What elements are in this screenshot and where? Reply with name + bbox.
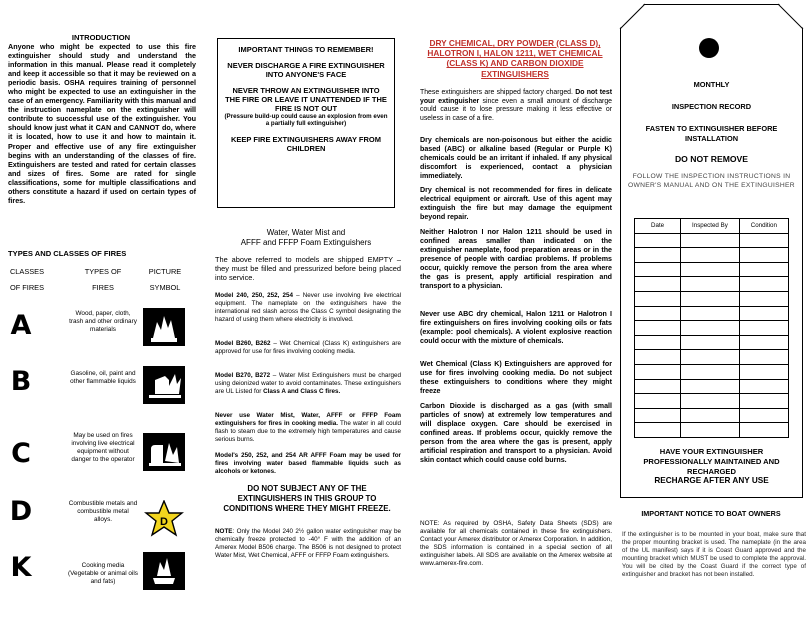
- record-cell[interactable]: [681, 291, 740, 306]
- record-cell[interactable]: [739, 306, 788, 321]
- record-cell[interactable]: [739, 394, 788, 409]
- ar-afff-text: Model's 250, 252, and 254 AR AFFF Foam may be used for fires involving water based flammable liquids such as alcohols or ketones.: [215, 452, 401, 475]
- record-cell[interactable]: [635, 394, 681, 409]
- dry-intro: [420, 89, 612, 123]
- warning-pressure-note: (Pressure build-up could cause an explosion from even a partially full extinguisher): [224, 113, 388, 128]
- table-row: [635, 277, 789, 292]
- table-row: [635, 379, 789, 394]
- record-cell[interactable]: [681, 364, 740, 379]
- water-intro: The above referred to models are shipped EMPTY – they must be filled and pressurized before being placed into service.: [215, 255, 401, 282]
- intro-body: Anyone who might be expected to use this fire extinguisher should study and understand the information in this manual. Please read it completely and keep it accessible so that it may be reviewed on a periodic basis. OSHA requires training of personnel who might be expected to use an extinguisher in the case of an emergency. Familiarity with this manual and the instruction nameplate on the extinguisher will contribute to successful use of the extinguisher. You should know just what it CAN and CANNOT do, where it is located, how to use it and how to maintain it. Proper and effective use of any fire extinguisher begins with an understanding of the classes of fire. Extinguishers are tested and rated for certain classes and sizes of fires. Some are rated for single classifications, some for multiple classifications and others constitute a hazard if used on certain types of fires.: [8, 42, 196, 205]
- water-model-b270-paragraph: [215, 372, 401, 396]
- table-row: [635, 335, 789, 350]
- water-model-b260-paragraph: [215, 340, 401, 356]
- tag-monthly: MONTHLY: [693, 80, 730, 89]
- record-cell[interactable]: [635, 277, 681, 292]
- fire-class-letter: B: [10, 366, 32, 397]
- record-cell[interactable]: [739, 248, 788, 263]
- cooking-warning-text: The water in all could flash to steam due to the extremely high temperatures and cause serious burns.: [215, 419, 401, 443]
- fire-class-row-k: [0, 552, 200, 602]
- water-note-text: : Only the Model 240 2½ gallon water extinguisher may be chemically freeze protected to -40° F with the addition of an Amerex Model B506 charge. The B506 is not designed to protect Water Mist, Wet Chemical, AFFF or FFFP Foam extinguishers.: [215, 528, 401, 559]
- record-cell[interactable]: [635, 233, 681, 248]
- important-warnings-box: [217, 38, 395, 208]
- record-cell[interactable]: [635, 248, 681, 263]
- sds-note: NOTE: As required by OSHA, Safety Data Sheets (SDS) are available for all chemicals contained in these fire extinguishers. Contact your Amerex distributor or Amerex Corporation. In addition, the SDS information is contained in a special section of all extinguisher labels. All SDS are available on the Amerex website at www.amerex-fire.com.: [420, 520, 612, 567]
- fire-class-description: Combustible metals and combustible metal alloys.: [68, 500, 138, 523]
- table-row: [635, 291, 789, 306]
- fire-class-row-a: [0, 308, 200, 358]
- tag-hole: [699, 38, 719, 58]
- column-inspected-by: Inspected By: [681, 219, 740, 234]
- inspection-record-table: [634, 218, 789, 438]
- tag-do-not-remove: DO NOT REMOVE: [674, 154, 749, 164]
- record-cell[interactable]: [739, 423, 788, 438]
- dry-chemical-title: DRY CHEMICAL, DRY POWDER (CLASS D), HALOTRON I, HALON 1211, WET CHEMICAL (CLASS K) AND CARBON DIOXIDE EXTINGUISHERS: [427, 38, 603, 79]
- warnings-column: [205, 0, 405, 621]
- record-cell[interactable]: [739, 291, 788, 306]
- record-cell[interactable]: [635, 364, 681, 379]
- liquid-fire-icon: [143, 366, 185, 404]
- record-cell[interactable]: [739, 364, 788, 379]
- record-cell[interactable]: [681, 248, 740, 263]
- halotron-paragraph: Neither Halotron I nor Halon 1211 should be used in confined areas smaller than indicated on the extinguisher nameplate, food preparation areas or in the presence of people with cardiac problems. If problems occur, quickly remove the person from the area where the gas is present, apply artificial respiration and transport to a physician.: [420, 228, 612, 290]
- record-cell[interactable]: [681, 379, 740, 394]
- fire-class-row-c: [0, 428, 200, 478]
- record-cell[interactable]: [739, 233, 788, 248]
- fire-class-letter: C: [11, 438, 31, 469]
- table-header-row: [635, 219, 789, 234]
- table-row: [635, 423, 789, 438]
- tag-inspection-record: INSPECTION RECORD: [671, 102, 752, 111]
- warning-title: IMPORTANT THINGS TO REMEMBER!: [238, 45, 374, 54]
- fire-class-description: Gasoline, oil, paint and other flammable liquids: [70, 370, 136, 385]
- record-cell[interactable]: [681, 423, 740, 438]
- water-note-lead: NOTE: [215, 528, 233, 535]
- dry-chemical-irritant-paragraph: Dry chemicals are non-poisonous but either the acidic based (ABC) or alkaline based (Regular or Purple K) chemicals could be an irritant if inhaled. If any physical discomfort is experienced, contact a physician immediately.: [420, 136, 612, 180]
- tag-recharge: RECHARGE AFTER ANY USE: [654, 476, 769, 485]
- record-cell[interactable]: [681, 335, 740, 350]
- record-cell[interactable]: [681, 350, 740, 365]
- tag-follow-instructions: FOLLOW THE INSPECTION INSTRUCTIONS IN OWNER'S MANUAL AND ON THE EXTINGUISHER: [628, 173, 795, 189]
- fire-class-letter: K: [10, 552, 32, 583]
- record-cell[interactable]: [635, 306, 681, 321]
- record-cell[interactable]: [681, 408, 740, 423]
- boat-notice-title: IMPORTANT NOTICE TO BOAT OWNERS: [641, 509, 781, 518]
- table-row: [635, 408, 789, 423]
- table-row: [635, 233, 789, 248]
- table-row: [635, 364, 789, 379]
- fire-class-row-d: [0, 494, 200, 544]
- record-cell[interactable]: [681, 321, 740, 336]
- intro-title: INTRODUCTION: [71, 33, 131, 42]
- header-types-of: TYPES OF: [84, 267, 122, 276]
- fire-class-description: May be used on fires involving live electrical equipment without danger to the operator: [71, 432, 135, 463]
- record-cell[interactable]: [681, 233, 740, 248]
- header-of-fires: OF FIRES: [9, 283, 45, 292]
- model-b270-lead: Model B270, B272: [215, 372, 271, 379]
- boat-notice-body: If the extinguisher is to be mounted in your boat, make sure that the proper mounting bracket is used. The nameplate (in the area of the UL manifest) says if it is Coast Guard approved and the mounting bracket which MUST be used to complete the approval. You will be cited by the Coast Guard if the correct type of extinguisher and bracket has not been installed.: [622, 531, 806, 578]
- table-row: [635, 394, 789, 409]
- star-d-letter: D: [160, 516, 168, 528]
- record-cell[interactable]: [681, 306, 740, 321]
- fire-class-description: Cooking media (Vegetable or animal oils and fats): [68, 562, 138, 585]
- dry-intro-b: Do not test your extinguisher: [420, 89, 612, 105]
- record-cell[interactable]: [739, 277, 788, 292]
- record-cell[interactable]: [739, 379, 788, 394]
- record-cell[interactable]: [635, 423, 681, 438]
- record-cell[interactable]: [739, 321, 788, 336]
- dry-intro-a: These extinguishers are shipped factory charged.: [420, 89, 576, 96]
- freeze-warning: DO NOT SUBJECT ANY OF THE EXTINGUISHERS IN THIS GROUP TO CONDITIONS WHERE THEY MIGHT FREEZE.: [223, 484, 391, 513]
- model-240-text: – Never use involving live electrical equipment. The nameplate on the extinguishers have the international red slash across the Class C symbol designating the hazard of using them where electricity is involved.: [215, 292, 401, 323]
- water-note: [215, 528, 401, 559]
- water-title-line-2: AFFF and FFFP Foam Extinguishers: [240, 238, 372, 247]
- header-symbol: SYMBOL: [149, 283, 181, 292]
- abc-cooking-paragraph: Never use ABC dry chemical, Halon 1211 or Halotron I fire extinguishers on fires involving cooking oils or fats (example: pool chemicals). A violent explosive reaction could occur with the mixture of chemicals.: [420, 310, 612, 345]
- header-fires: FIRES: [92, 283, 114, 292]
- warning-throw: NEVER THROW AN EXTINGUISHER INTO THE FIRE OR LEAVE IT UNATTENDED IF THE FIRE IS NOT OUT: [225, 86, 387, 113]
- record-cell[interactable]: [635, 379, 681, 394]
- carbon-dioxide-paragraph: Carbon Dioxide is discharged as a gas (with small particles of snow) at extremely low temperatures and will displace oxygen. Care should be exercised in confined areas. If problems occur, quickly remove the person from the area where the gas is present, apply artificial respiration and transport to a physician. Avoid skin contact which could cause cold burns.: [420, 402, 612, 464]
- table-row: [635, 306, 789, 321]
- table-row: [635, 248, 789, 263]
- tag-corner-cuts: [619, 3, 805, 33]
- model-b260-text: – Wet Chemical (Class K) extinguishers are approved for use for fires involving cooking media.: [215, 340, 402, 355]
- table-row: [635, 321, 789, 336]
- types-title: TYPES AND CLASSES OF FIRES: [8, 249, 127, 258]
- record-cell[interactable]: [635, 408, 681, 423]
- fire-class-letter: A: [10, 310, 32, 341]
- record-cell[interactable]: [739, 350, 788, 365]
- fire-class-letter: D: [9, 496, 33, 527]
- warning-children: KEEP FIRE EXTINGUISHERS AWAY FROM CHILDREN: [230, 134, 382, 153]
- record-cell[interactable]: [635, 291, 681, 306]
- water-ar-afff-paragraph: [215, 452, 401, 476]
- cooking-fire-icon: [143, 552, 185, 590]
- fire-class-row-b: [0, 366, 200, 416]
- record-cell[interactable]: [635, 350, 681, 365]
- water-cooking-paragraph: [215, 412, 401, 443]
- record-cell[interactable]: [635, 262, 681, 277]
- dry-chemical-column: [410, 0, 610, 621]
- record-cell[interactable]: [739, 408, 788, 423]
- model-b260-lead: Model B260, B262: [215, 340, 271, 347]
- header-picture: PICTURE: [148, 267, 182, 276]
- record-cell[interactable]: [635, 335, 681, 350]
- table-row: [635, 350, 789, 365]
- record-cell[interactable]: [681, 394, 740, 409]
- record-cell[interactable]: [739, 262, 788, 277]
- inspection-record-body: [635, 233, 789, 437]
- intro-column: [0, 0, 200, 621]
- water-section-title: [215, 228, 397, 248]
- inspection-tag-column: [614, 0, 808, 621]
- record-cell[interactable]: [681, 277, 740, 292]
- cooking-warning-lead: Never use Water Mist, Water, AFFF or FFFP Foam extinguishers for fires in cooking media.: [215, 412, 401, 427]
- star-d-symbol-icon: [143, 500, 185, 538]
- water-model-240-paragraph: [215, 292, 401, 323]
- model-b270-text: – Water Mist Extinguishers must be charged using deionized water to avoid contaminates. These extinguishers are UL Listed for: [215, 372, 401, 395]
- water-title-line-1: Water, Water Mist and: [266, 228, 346, 237]
- warning-face: NEVER DISCHARGE A FIRE EXTINGUISHER INTO ANYONE'S FACE: [227, 61, 385, 79]
- column-date: Date: [635, 219, 681, 234]
- record-cell[interactable]: [635, 321, 681, 336]
- electrical-fire-icon: [143, 433, 185, 471]
- table-row: [635, 262, 789, 277]
- model-b270-tail: Class A and Class C fires.: [263, 387, 341, 395]
- model-240-lead: Model 240, 250, 252, 254: [215, 292, 293, 299]
- wet-chemical-paragraph: Wet Chemical (Class K) Extinguishers are approved for use for fires involving cooking media. Do not subject these extinguishers to conditions where they might freeze: [420, 360, 612, 395]
- tag-fasten: FASTEN TO EXTINGUISHER BEFORE INSTALLATION: [645, 124, 778, 143]
- column-condition: Condition: [739, 219, 788, 234]
- fire-class-description: Wood, paper, cloth, trash and other ordinary materials: [69, 310, 137, 333]
- tag-maintained: HAVE YOUR EXTINGUISHER PROFESSIONALLY MAINTAINED AND RECHARGED: [643, 447, 780, 476]
- dry-intro-c: since even a small amount of discharge could cause it to lose pressure making it less effective or useless in case of a fire.: [420, 97, 612, 122]
- record-cell[interactable]: [739, 335, 788, 350]
- record-cell[interactable]: [681, 262, 740, 277]
- header-classes: CLASSES: [9, 267, 45, 276]
- dry-chemical-aircraft-paragraph: Dry chemical is not recommended for fires in delicate electrical equipment or aircraft. Use of this agent may extinguish the fire but may damage the equipment beyond repair.: [420, 186, 612, 221]
- trash-fire-icon: [143, 308, 185, 346]
